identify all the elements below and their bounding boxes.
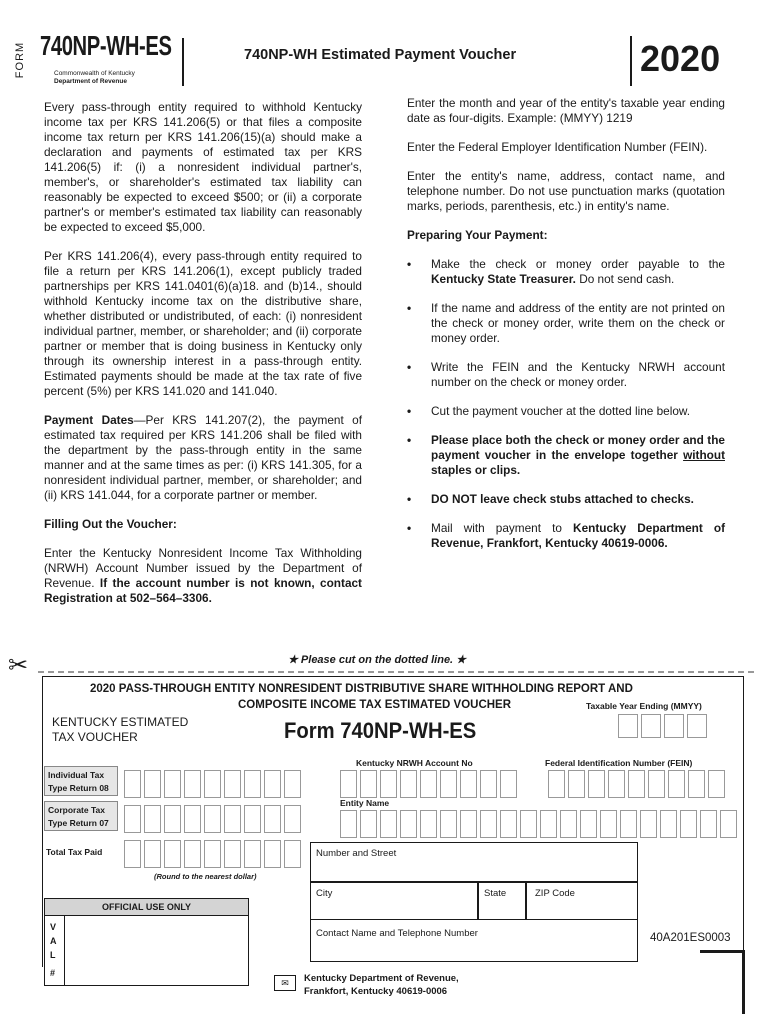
mailing-block: [304, 972, 459, 998]
corporate-tax-type-label: [44, 801, 118, 831]
digit-box[interactable]: [500, 770, 517, 798]
digit-box[interactable]: [224, 840, 241, 868]
digit-box[interactable]: [618, 714, 638, 738]
ky-estimated-line: TAX VOUCHER: [52, 730, 138, 744]
tax-type-line: Individual Tax: [48, 770, 105, 780]
official-use-header: OFFICIAL USE ONLY: [44, 898, 249, 916]
letter-box[interactable]: [380, 810, 397, 838]
letter-box[interactable]: [560, 810, 577, 838]
list-item-text: Please place both the check or money order and the payment voucher in the envelope together: [431, 433, 725, 462]
digit-box[interactable]: [244, 840, 261, 868]
digit-box[interactable]: [420, 770, 437, 798]
digit-box[interactable]: [164, 805, 181, 833]
nrwh-text: Enter the Kentucky Nonresident Income Tax Withholding (NRWH) Account Number issued by the Department of Revenue.: [44, 546, 362, 590]
number-street-field[interactable]: [310, 842, 638, 882]
individual-tax-boxes[interactable]: [124, 770, 304, 798]
fein-input[interactable]: [548, 770, 728, 798]
payment-dates-paragraph: [44, 413, 362, 503]
letter-box[interactable]: [360, 810, 377, 838]
cut-instruction-text: Please cut on the dotted line.: [300, 654, 454, 666]
digit-box[interactable]: [124, 840, 141, 868]
digit-box[interactable]: [124, 805, 141, 833]
individual-tax-type-label: [44, 766, 118, 796]
list-item-text: staples or clips.: [431, 463, 521, 477]
digit-box[interactable]: [144, 805, 161, 833]
payment-dates-text: —Per KRS 141.207(2), the payment of estimated tax required per KRS 141.206 shall be filed with the department by the pass-through entity in the same manner and at the same times as per: (i) KRS 141.305, for a nonresident individual partner, member, or shareholder; and (ii) KRS 141.044, for a corporate partner or member.: [44, 413, 362, 502]
nrwh-account-input[interactable]: [340, 770, 520, 798]
instruction-paragraph: Enter the Federal Employer Identification Number (FEIN).: [407, 140, 708, 154]
digit-box[interactable]: [144, 770, 161, 798]
letter-box[interactable]: [660, 810, 677, 838]
instructions-right: [407, 96, 725, 565]
digit-box[interactable]: [284, 805, 301, 833]
digit-box[interactable]: [668, 770, 685, 798]
instruction-paragraph: Enter the month and year of the entity's taxable year ending date as four-digits. Example: (MMYY) 1219: [407, 96, 725, 125]
digit-box[interactable]: [164, 840, 181, 868]
digit-box[interactable]: [184, 805, 201, 833]
list-item: [407, 257, 725, 287]
star-icon: ★: [453, 654, 467, 666]
tax-type-line: Type Return 07: [48, 818, 109, 828]
digit-box[interactable]: [284, 770, 301, 798]
voucher-form-title: Form 740NP-WH-ES: [284, 718, 477, 743]
state-field[interactable]: [478, 882, 526, 920]
list-item: [407, 301, 725, 346]
digit-box[interactable]: [264, 805, 281, 833]
list-item: [407, 404, 725, 419]
filling-heading: Filling Out the Voucher:: [44, 517, 177, 531]
page-title: 740NP-WH Estimated Payment Voucher: [244, 47, 517, 63]
contact-field[interactable]: [310, 920, 638, 962]
letter-box[interactable]: [460, 810, 477, 838]
header-divider: [182, 38, 184, 86]
list-item-text: Do not send cash.: [579, 272, 675, 286]
list-item-text: If the name and address of the entity are not printed on the check or money order, write them on the check or money order.: [431, 301, 725, 345]
nrwh-paragraph: [44, 546, 362, 606]
digit-box[interactable]: [144, 840, 161, 868]
list-item-text: DO NOT leave check stubs attached to checks.: [431, 492, 694, 506]
taxable-year-label: Taxable Year Ending (MMYY): [586, 701, 702, 711]
entity-name-input[interactable]: [340, 810, 740, 838]
digit-box[interactable]: [641, 714, 661, 738]
val-letter: L: [50, 950, 56, 960]
entity-name-label: Entity Name: [340, 798, 390, 808]
mail-line: Frankfort, Kentucky 40619-0006: [304, 986, 448, 997]
commonwealth-text: Commonwealth of Kentucky: [54, 70, 135, 77]
list-item: [407, 521, 725, 551]
val-letter: #: [50, 968, 56, 978]
letter-box[interactable]: [720, 810, 737, 838]
payment-steps-list: [407, 257, 725, 551]
digit-box[interactable]: [284, 840, 301, 868]
department-text: Department of Revenue: [54, 78, 127, 85]
letter-box[interactable]: [340, 810, 357, 838]
nrwh-label: Kentucky NRWH Account No: [356, 758, 473, 768]
letter-box[interactable]: [600, 810, 617, 838]
letter-box[interactable]: [640, 810, 657, 838]
list-item: [407, 360, 725, 390]
digit-box[interactable]: [628, 770, 645, 798]
envelope-icon: ✉: [274, 975, 296, 991]
letter-box[interactable]: [500, 810, 517, 838]
digit-box[interactable]: [164, 770, 181, 798]
digit-box[interactable]: [264, 770, 281, 798]
digit-box[interactable]: [184, 840, 201, 868]
digit-box[interactable]: [440, 770, 457, 798]
fein-label: Federal Identification Number (FEIN): [545, 758, 693, 768]
registration-contact: If the account number is not known, contact Registration at 502–564–3306.: [44, 576, 362, 605]
tax-type-line: Corporate Tax: [48, 805, 105, 815]
digit-box[interactable]: [204, 805, 221, 833]
letter-box[interactable]: [540, 810, 557, 838]
total-tax-paid-input[interactable]: [124, 840, 304, 868]
digit-box[interactable]: [124, 770, 141, 798]
total-tax-paid-label: Total Tax Paid: [46, 847, 103, 857]
field-label: City: [316, 888, 333, 899]
digit-box[interactable]: [648, 770, 665, 798]
digit-box[interactable]: [588, 770, 605, 798]
list-item: [407, 433, 725, 478]
list-item-text: Cut the payment voucher at the dotted line below.: [431, 404, 691, 418]
field-label: Contact Name and Telephone Number: [316, 928, 478, 939]
tax-year: 2020: [640, 38, 721, 79]
zip-field[interactable]: [526, 882, 638, 920]
payment-dates-heading: Payment Dates: [44, 413, 134, 427]
list-item-text: Mail with payment to: [431, 521, 562, 535]
instructions-left: [44, 100, 362, 620]
digit-box[interactable]: [687, 714, 707, 738]
letter-box[interactable]: [680, 810, 697, 838]
digit-box[interactable]: [204, 770, 221, 798]
mailing-address: Kentucky Department of Revenue, Frankfort, Kentucky 40619-0006.: [431, 521, 726, 550]
list-item-text: Write the FEIN and the Kentucky NRWH account number on the check or money order.: [431, 360, 725, 389]
digit-box[interactable]: [264, 840, 281, 868]
digit-box[interactable]: [360, 770, 377, 798]
digit-box[interactable]: [380, 770, 397, 798]
digit-box[interactable]: [460, 770, 477, 798]
digit-box[interactable]: [244, 770, 261, 798]
digit-box[interactable]: [548, 770, 565, 798]
digit-box[interactable]: [244, 805, 261, 833]
list-item-text: Make the check or money order payable to the: [431, 257, 725, 271]
document-code: 40A201ES0003: [650, 932, 731, 944]
digit-box[interactable]: [224, 770, 241, 798]
digit-box[interactable]: [608, 770, 625, 798]
field-label: State: [484, 888, 507, 899]
mail-line: Kentucky Department of Revenue,: [304, 973, 459, 984]
letter-box[interactable]: [480, 810, 497, 838]
digit-box[interactable]: [340, 770, 357, 798]
digit-box[interactable]: [400, 770, 417, 798]
star-icon: ★: [288, 654, 301, 666]
round-note: (Round to the nearest dollar): [154, 872, 257, 881]
field-label: ZIP Code: [535, 888, 575, 899]
corner-mark: [700, 950, 745, 953]
instruction-paragraph: Enter the entity's name, address, contact name, and telephone number. Do not use punctuation marks (quotation marks, periods, parenthesis, etc.) in entity's name.: [407, 169, 725, 213]
dotted-cut-line: [38, 671, 754, 673]
list-item: [407, 492, 725, 507]
preparing-heading: Preparing Your Payment:: [407, 228, 548, 242]
tax-type-line: Type Return 08: [48, 783, 109, 793]
form-number: 740NP-WH-ES: [40, 30, 172, 61]
payee-name: Kentucky State Treasurer.: [431, 272, 576, 286]
letter-box[interactable]: [440, 810, 457, 838]
val-letter: V: [50, 922, 57, 932]
ky-estimated-line: KENTUCKY ESTIMATED: [52, 715, 189, 729]
header-divider-right: [630, 36, 632, 86]
digit-box[interactable]: [204, 840, 221, 868]
digit-box[interactable]: [568, 770, 585, 798]
digit-box[interactable]: [688, 770, 705, 798]
city-field[interactable]: [310, 882, 478, 920]
instruction-paragraph: Every pass-through entity required to withhold Kentucky income tax per KRS 141.206(5) or that files a composite income tax return per KRS 141.206(15)(a) should make a declaration and payments of estimated tax per KRS 141.206(5) if: (i) a nonresident individual partner's, member's, or shareholder's estimated tax liability can reasonably be expected to exceed $500; or (ii) a corporate partner's or member's estimated tax liability can reasonably be expected to exceed $5,000.: [44, 100, 362, 234]
digit-box[interactable]: [708, 770, 725, 798]
letter-box[interactable]: [620, 810, 637, 838]
letter-box[interactable]: [420, 810, 437, 838]
val-letter: A: [50, 936, 57, 946]
corporate-tax-boxes[interactable]: [124, 805, 304, 833]
instruction-paragraph: Per KRS 141.206(4), every pass-through entity required to file a return per KRS 141.206(1), except publicly traded partnerships per KRS 141.0401(6)(a)18. and (b)14., should withhold Kentucky income tax on the distributive share, whether distributed or undistributed, of each: (i) nonresident individual partner, member, or shareholder; and (ii) corporate partner or member that is doing business in Kentucky only through its ownership interest in a pass-through entity. Estimated payments should be made at the tax rate of five percent (5%) per KRS 141.020 and 141.040.: [44, 249, 362, 398]
scissors-icon: ✂: [8, 652, 29, 679]
digit-box[interactable]: [184, 770, 201, 798]
letter-box[interactable]: [700, 810, 717, 838]
voucher-subtitle: COMPOSITE INCOME TAX ESTIMATED VOUCHER: [238, 699, 512, 711]
cut-instruction: [288, 653, 466, 666]
digit-box[interactable]: [224, 805, 241, 833]
digit-box[interactable]: [664, 714, 684, 738]
letter-box[interactable]: [520, 810, 537, 838]
val-column: [44, 916, 65, 986]
list-item-text: without: [683, 448, 725, 462]
taxable-year-input[interactable]: [618, 714, 710, 743]
digit-box[interactable]: [480, 770, 497, 798]
ky-estimated-label: [52, 715, 188, 745]
corner-mark: [742, 950, 745, 1014]
voucher-title: 2020 PASS-THROUGH ENTITY NONRESIDENT DISTRIBUTIVE SHARE WITHHOLDING REPORT AND: [90, 683, 633, 695]
letter-box[interactable]: [400, 810, 417, 838]
letter-box[interactable]: [580, 810, 597, 838]
form-label: FORM: [14, 41, 26, 79]
field-label: Number and Street: [316, 848, 397, 859]
